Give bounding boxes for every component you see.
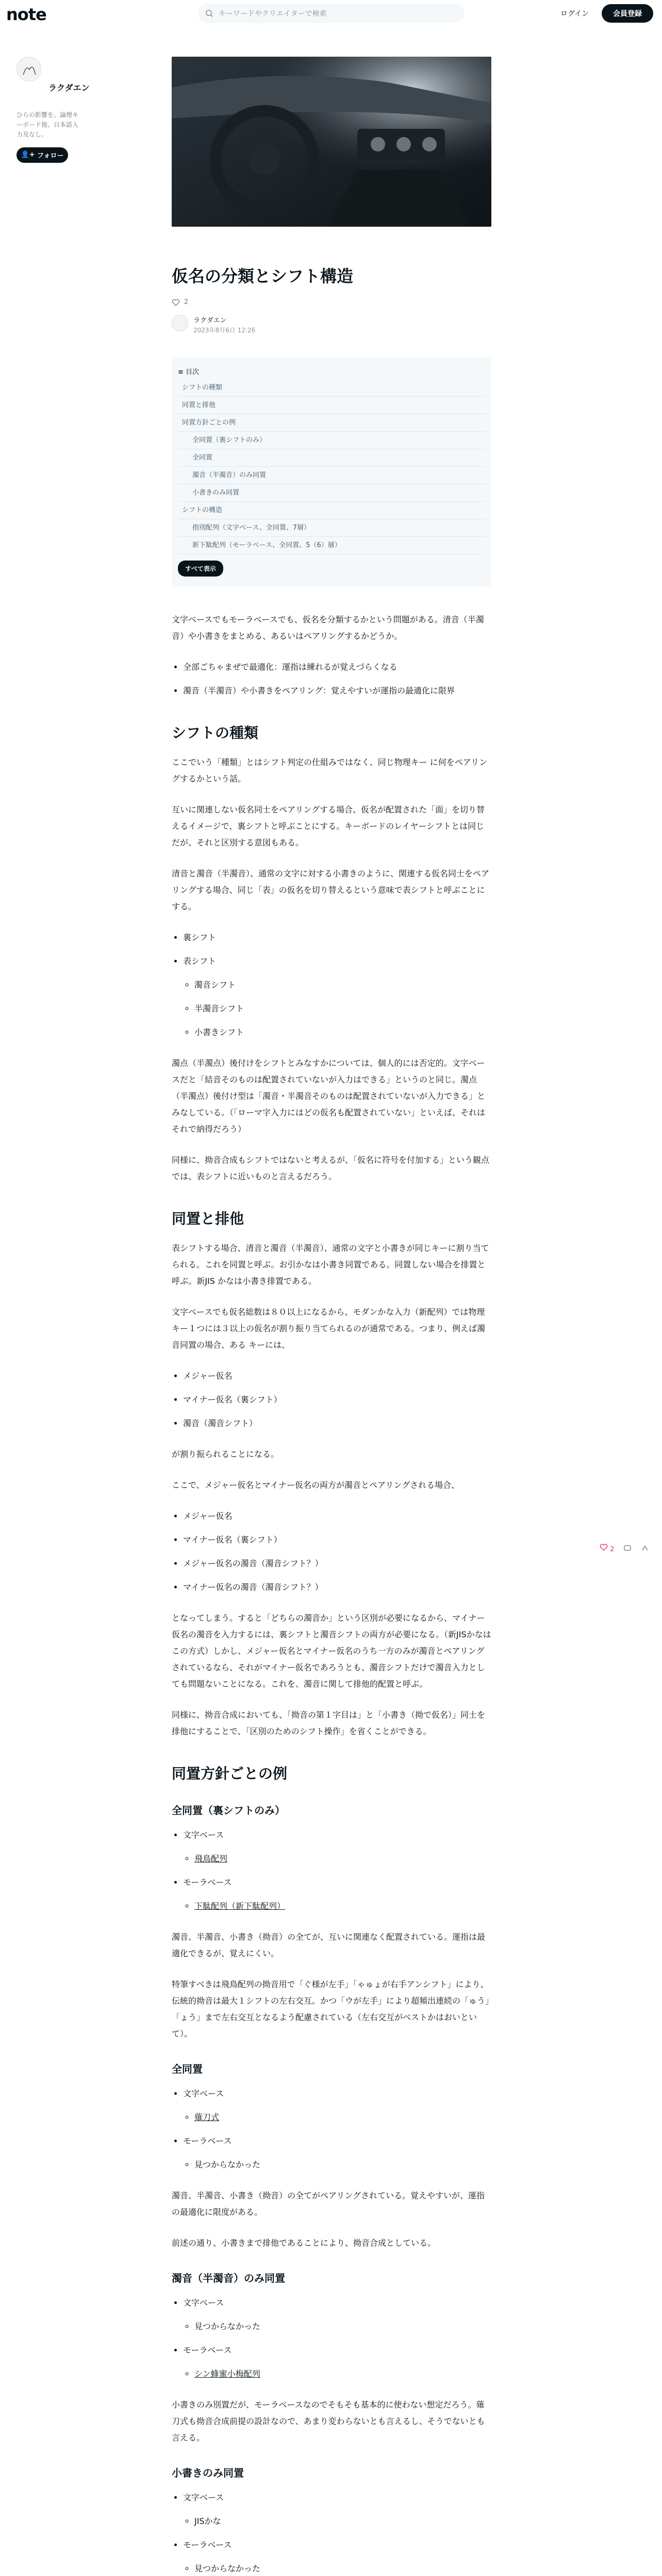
header	[0, 0, 662, 29]
note-logo[interactable]: note	[6, 5, 46, 24]
paragraph: 濁点（半濁点）後付けをシフトとみなすかについては、個人的には否定的。文字ベースだと「結音そのものは配置されていないが入力はできる」というのと同じ。濁点（半濁点）後付け型は「濁音・半濁音そのものは配置されていないが入力できる」とみなしている。（「ローマ字入力にはどの仮名も配置されていない」といえば、それはそれで納得だろう）	[172, 1058, 486, 1134]
paragraph: 特筆すべきは飛鳥配列の拗音用で「ぐ様が左手」「ゃゅょが右手アンシフト」により、伝統的拗音は最大１シフトの左右交互。かつ「ウが左手」により超頻出連続の「ゅう」「ょう」まで左右交互となるよう配慮されている（左右交互がベストかはおいといて）。	[172, 1979, 490, 2039]
author-bio: ひらの影響を。論理キーボード他、日本語入力及なし。	[16, 111, 79, 139]
list-item: • モーラベース ◦ 下駄配列（新下駄配列）	[183, 1874, 491, 1914]
list-item: • モーラベース ◦ 見つからなかった	[183, 2537, 491, 2576]
toc-item[interactable]: 同置方針ごとの例	[178, 414, 485, 432]
paragraph: 小書きのみ別置だが、モーラベースなのでそもそも基本的に使わない想定だろう。薙刀式も拗音合成前提の設計なので、あまり変わらないとも言えるし、そうでないとも言える。	[172, 2400, 485, 2443]
paragraph: が割り振られることになる。	[172, 1449, 279, 1460]
paragraph: 文字ベースでもモーラベースでも、仮名を分類するかという問題がある。清音（半濁音）や小書きをまとめる、あるいはペアリングするかどうか。	[172, 614, 484, 641]
login-link[interactable]: ログイン	[560, 10, 589, 18]
article-main	[172, 57, 491, 2576]
follow-icon: 👤+	[21, 151, 38, 159]
like-row	[172, 298, 491, 307]
list-item: ◦ 濁音シフト	[194, 977, 491, 993]
toc-item[interactable]: 同置と排他	[178, 397, 485, 414]
list-item: • 文字ベース ◦ 薙刀式	[183, 2086, 491, 2126]
paragraph: 互いに関連しない仮名同士をペアリングする場合、仮名が配置された「面」を切り替えるイメージで、裏シフトと呼ぶことにする。キーボードのレイヤーシフトとは同じだが、それと区別する意図もある。	[172, 804, 485, 848]
toc-heading: ≡ 目次	[178, 368, 200, 376]
car-interior-image	[172, 57, 491, 227]
paragraph: 文字ベースでも仮名総数は８０以上になるから、モダンかな入力（新配列）では物理キー１つには３以上の仮名が割り振り当てられるのが通常である。つまり、例えば濁音同置の場合、ある キーには、	[172, 1307, 486, 1350]
subsection-heading: 濁音（半濁音）のみ同置	[172, 2272, 285, 2285]
byline-avatar[interactable]	[172, 315, 188, 331]
follow-button[interactable]	[16, 147, 68, 163]
paragraph: 濁音、半濁音、小書き（拗音）の全てが、互いに関連なく配置されている。運指は最適化できるが、覚えにくい。	[172, 1932, 486, 1959]
article-body	[172, 612, 491, 2576]
list-item	[194, 2109, 491, 2126]
floating-like-count: 2	[610, 1546, 615, 1553]
paragraph: 濁音、半濁音、小書き（拗音）の全てがペアリングされている。覚えやすいが、運指の最適化に限度がある。	[172, 2191, 485, 2217]
share-icon[interactable]	[641, 1544, 649, 1552]
toc-item[interactable]: 小書きのみ同置	[178, 484, 485, 502]
list-item: • モーラベース ◦ シン蜂蜜小梅配列	[183, 2342, 491, 2382]
byline-name[interactable]: ラクダエン	[193, 316, 227, 325]
publish-date: 2023年8月6日 12:26	[193, 326, 256, 334]
list	[183, 929, 491, 1041]
subsection-heading: 全同置（裏シフトのみ）	[172, 1804, 285, 1817]
floating-action-bar	[600, 1543, 649, 1553]
list-item: • 文字ベース ◦ 飛鳥配列	[183, 1827, 491, 1867]
toc-item[interactable]: シフトの構造	[178, 502, 485, 519]
follow-label: フォロー	[37, 152, 64, 160]
byline	[172, 315, 491, 334]
paragraph: ここでいう「種類」とはシフト判定の仕組みではなく、同じ物理キー に何をペアリングするかという話。	[172, 757, 488, 784]
like-count: 2	[184, 298, 189, 307]
search-icon	[205, 9, 213, 18]
list-item: • マイナー仮名の濁音（濁音シフト？）	[183, 1579, 491, 1596]
list-item: • モーラベース ◦ 見つからなかった	[183, 2133, 491, 2173]
list	[183, 2295, 491, 2382]
toc-item[interactable]: 全同置	[178, 449, 485, 467]
list	[183, 1368, 491, 1432]
comment-icon[interactable]	[623, 1544, 632, 1552]
link-geta[interactable]: 下駄配列（新下駄配列）	[194, 1901, 286, 1911]
list-item: ◦ 小書きシフト	[194, 1024, 491, 1041]
heart-icon[interactable]	[172, 298, 180, 307]
signup-button[interactable]: 会員登録	[602, 4, 653, 23]
paragraph: ここで、メジャー仮名とマイナー仮名の両方が濁音とペアリングされる場合、	[172, 1480, 460, 1490]
paragraph: 表シフトする場合、清音と濁音（半濁音）、通常の文字と小書きが同じキーに割り当てられる。これを同置と呼ぶ。お引かなは小書き同置である。同置しない場合を排置と呼ぶ。新JIS かなは小書き排置である。	[172, 1243, 489, 1286]
list	[183, 2086, 491, 2173]
subsection-heading: 小書きのみ同置	[172, 2467, 244, 2480]
search-box[interactable]	[198, 4, 465, 23]
camel-icon	[17, 57, 42, 82]
list-item: • マイナー仮名（裏シフト）	[183, 1392, 491, 1408]
toc-item[interactable]: 全同置（裏シフトのみ）	[178, 432, 485, 449]
list-item: • 裏シフト	[183, 929, 491, 946]
paragraph: 前述の通り、小書きまで排他であることにより、拗音合成としている。	[172, 2238, 436, 2248]
search-placeholder: キーワードやクリエイターで検索	[219, 10, 327, 18]
section-heading: シフトの種類	[172, 724, 259, 741]
link-hachimitsu[interactable]: シン蜂蜜小梅配列	[194, 2369, 260, 2379]
link-naginata[interactable]: 薙刀式	[194, 2112, 220, 2123]
list	[183, 2489, 491, 2576]
subsection-heading: 全同置	[172, 2063, 203, 2076]
list-item: • メジャー仮名	[183, 1368, 491, 1384]
link-asuka[interactable]: 飛鳥配列	[194, 1854, 228, 1864]
list	[183, 1827, 491, 1914]
table-of-contents	[172, 357, 491, 587]
paragraph: となってしまう。すると「どちらの濁音か」という区別が必要になるから、マイナー仮名の濁音を入力するには、裏シフトと濁音シフトの両方が必要になる。（新JISかなはこの方式）しかし、メジャー仮名とマイナー仮名のうち一方のみが濁音とペアリングされているなら、それがマイナー仮名であろうとも、濁音シフトだけで濁音入力としても問題ないことになる。これを、濁音に関して排他的配置と呼ぶ。	[172, 1613, 491, 1689]
list	[183, 659, 491, 699]
list-item: • 文字ベース ◦ JISかな	[183, 2489, 491, 2530]
list-item: • 濁音（濁音シフト）	[183, 1415, 491, 1432]
list-item	[194, 2366, 491, 2382]
toc-item[interactable]: シフトの種類	[178, 379, 485, 397]
toc-show-all-button[interactable]: すべて表示	[178, 561, 223, 577]
article-title: 仮名の分類とシフト構造	[172, 266, 354, 286]
like-button[interactable]	[600, 1543, 614, 1553]
list-item: • 全部ごちゃまぜで最適化：運指は練れるが覚えづらくなる	[183, 659, 491, 675]
list-item: ◦ 見つからなかった	[194, 2318, 491, 2335]
toc-list	[178, 379, 485, 554]
list-item: • メジャー仮名	[183, 1508, 491, 1524]
list-item: • 濁音（半濁音）や小書きをペアリング：覚えやすいが運指の最適化に限界	[183, 683, 491, 699]
toc-item[interactable]: 指別配列（文字ベース、全同置、7層）	[178, 519, 485, 537]
list-item: • マイナー仮名（裏シフト）	[183, 1532, 491, 1548]
list-item: ◦ 見つからなかった	[194, 2561, 491, 2576]
list-item: • 文字ベース ◦ 見つからなかった	[183, 2295, 491, 2335]
paragraph: 同様に、拗音合成においても、「拗音の第１字目は」と「小書き（拗で仮名）」同士を排他にすることで、「区別のためのシフト操作」を省くことができる。	[172, 1710, 486, 1737]
list-item: ◦ 見つからなかった	[194, 2157, 491, 2173]
list	[183, 1508, 491, 1596]
hero-image	[172, 57, 491, 227]
paragraph: 清音と濁音（半濁音）、通常の文字に対する小書きのように、関連する仮名同士をペアリングする場合、同じ「表」の仮名を切り替えるという意味で表シフトと呼ぶことにする。	[172, 868, 490, 911]
toc-item[interactable]: 新下駄配列（モーラベース、全同置、5（6）層）	[178, 537, 485, 554]
list-item: • 表シフト ◦ 濁音シフト ◦ 半濁音シフト ◦ 小書きシフト	[183, 953, 491, 1041]
toc-icon: ≡	[178, 368, 186, 376]
section-heading: 同置と排他	[172, 1210, 244, 1227]
toc-item[interactable]: 濁音（半濁音）のみ同置	[178, 467, 485, 484]
list-item: ◦ 半濁音シフト	[194, 1001, 491, 1017]
heart-icon	[600, 1543, 608, 1551]
author-avatar[interactable]	[16, 57, 41, 81]
list-item	[194, 1898, 491, 1914]
list-item	[194, 1851, 491, 1867]
author-sidebar	[16, 57, 90, 163]
paragraph: 同様に、拗音合成もシフトではないと考えるが、「仮名に符号を付加する」という観点では、表シフトに近いものと言えるだろう。	[172, 1155, 490, 1181]
list-item: • メジャー仮名の濁音（濁音シフト？）	[183, 1555, 491, 1572]
list-item: ◦ JISかな	[194, 2513, 491, 2530]
section-heading: 同置方針ごとの例	[172, 1765, 288, 1783]
author-name[interactable]: ラクダエン	[48, 83, 90, 93]
